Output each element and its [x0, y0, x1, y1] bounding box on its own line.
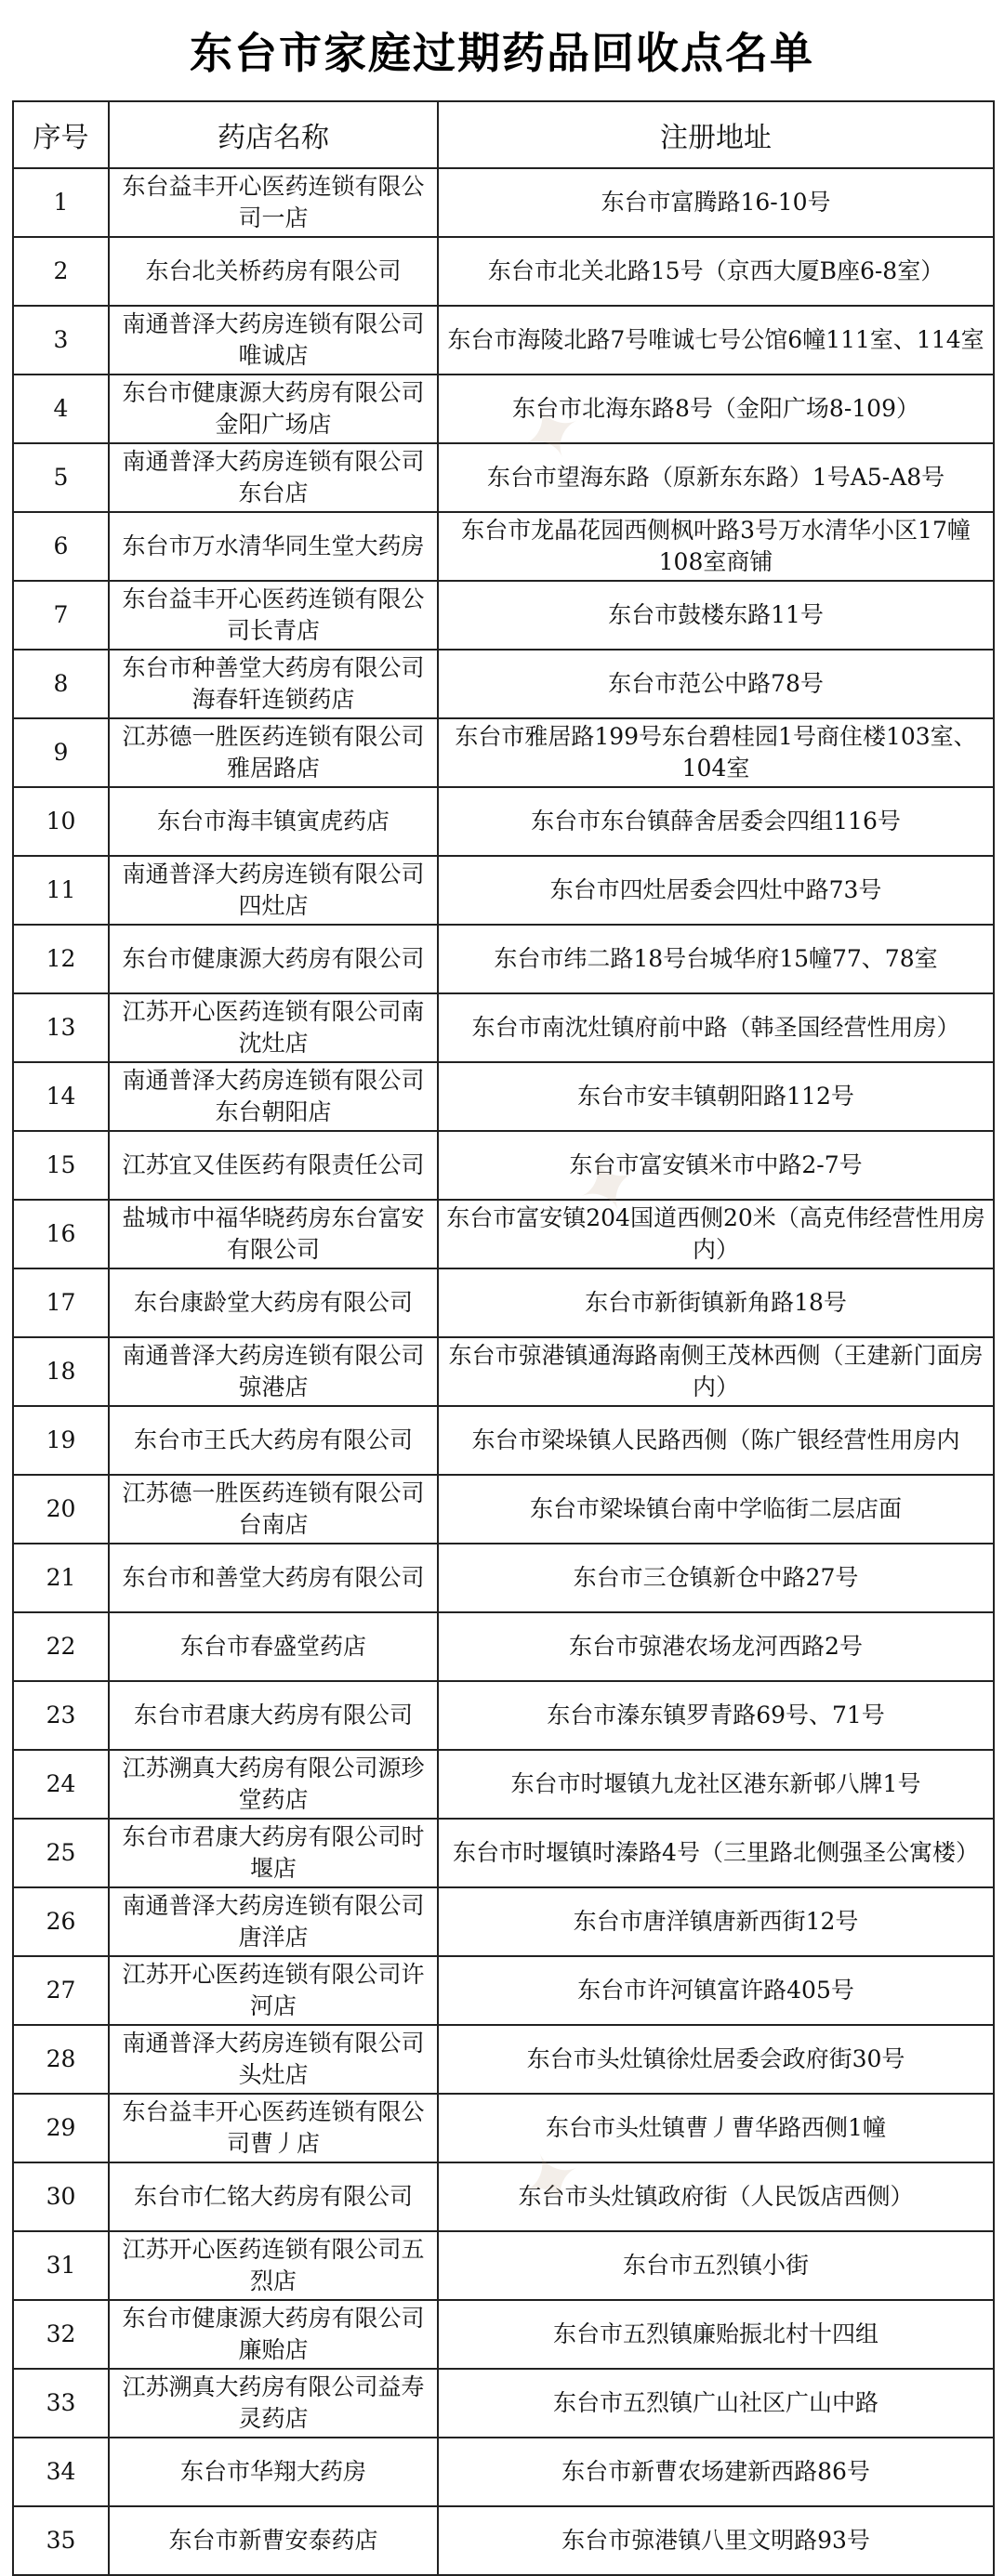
row-number: 16: [13, 1200, 109, 1268]
table-row: [13, 168, 994, 237]
row-number: 28: [13, 2025, 109, 2094]
pharmacy-address: 东台市溱东镇罗青路69号、71号: [438, 1681, 994, 1750]
row-number: 13: [13, 993, 109, 1062]
pharmacy-address: 东台市新街镇新角路18号: [438, 1268, 994, 1337]
pharmacy-address: 东台市海陵北路7号唯诚七号公馆6幢111室、114室: [438, 306, 994, 375]
pharmacy-name: 东台益丰开心医药连锁有限公司长青店: [109, 581, 438, 650]
pharmacy-name: 南通普泽大药房连锁有限公司头灶店: [109, 2025, 438, 2094]
table-row: [13, 993, 994, 1062]
pharmacy-name: 江苏宜又佳医药有限责任公司: [109, 1131, 438, 1200]
pharmacy-name: 江苏开心医药连锁有限公司南沈灶店: [109, 993, 438, 1062]
pharmacy-name: 东台市新曹安泰药店: [109, 2506, 438, 2575]
table-row: [13, 512, 994, 581]
row-number: 27: [13, 1956, 109, 2025]
row-number: 22: [13, 1612, 109, 1681]
row-number: 1: [13, 168, 109, 237]
pharmacy-address: 东台市许河镇富许路405号: [438, 1956, 994, 2025]
table-row: [13, 237, 994, 306]
pharmacy-name: 南通普泽大药房连锁有限公司四灶店: [109, 856, 438, 925]
row-number: 3: [13, 306, 109, 375]
pharmacy-address: 东台市范公中路78号: [438, 650, 994, 718]
row-number: 6: [13, 512, 109, 581]
pharmacy-address: 东台市雅居路199号东台碧桂园1号商住楼103室、104室: [438, 718, 994, 787]
row-number: 12: [13, 925, 109, 993]
pharmacy-name: 南通普泽大药房连锁有限公司东台朝阳店: [109, 1062, 438, 1131]
pharmacy-name: 东台益丰开心医药连锁有限公司曹丿店: [109, 2094, 438, 2162]
table-row: [13, 2094, 994, 2162]
table-row: [13, 1131, 994, 1200]
row-number: 20: [13, 1475, 109, 1544]
table-row: [13, 1406, 994, 1475]
table-row: [13, 856, 994, 925]
row-number: 11: [13, 856, 109, 925]
table-row: [13, 2300, 994, 2369]
pharmacy-name: 东台北关桥药房有限公司: [109, 237, 438, 306]
row-number: 34: [13, 2438, 109, 2506]
table-row: [13, 1750, 994, 1819]
pharmacy-name: 东台市健康源大药房有限公司廉贻店: [109, 2300, 438, 2369]
row-number: 29: [13, 2094, 109, 2162]
pharmacy-name: 东台康龄堂大药房有限公司: [109, 1268, 438, 1337]
table-row: [13, 2369, 994, 2438]
pharmacy-address: 东台市头灶镇曹丿曹华路西侧1幢: [438, 2094, 994, 2162]
pharmacy-name: 江苏德一胜医药连锁有限公司台南店: [109, 1475, 438, 1544]
pharmacy-address: 东台市龙晶花园西侧枫叶路3号万水清华小区17幢108室商铺: [438, 512, 994, 581]
pharmacy-name: 东台市君康大药房有限公司: [109, 1681, 438, 1750]
pharmacy-name: 东台益丰开心医药连锁有限公司一店: [109, 168, 438, 237]
pharmacy-address: 东台市五烈镇广山社区广山中路: [438, 2369, 994, 2438]
pharmacy-address: 东台市头灶镇政府街（人民饭店西侧）: [438, 2162, 994, 2231]
pharmacy-name: 南通普泽大药房连锁有限公司唯诚店: [109, 306, 438, 375]
pharmacy-address: 东台市南沈灶镇府前中路（韩圣国经营性用房）: [438, 993, 994, 1062]
row-number: 23: [13, 1681, 109, 1750]
table-row: [13, 1612, 994, 1681]
row-number: 25: [13, 1819, 109, 1887]
table-header-row: [13, 101, 994, 168]
table-row: [13, 650, 994, 718]
table-row: [13, 1268, 994, 1337]
pharmacy-address: 东台市新曹农场建新西路86号: [438, 2438, 994, 2506]
pharmacy-name: 南通普泽大药房连锁有限公司东台店: [109, 443, 438, 512]
pharmacy-address: 东台市时堰镇九龙社区港东新邨八牌1号: [438, 1750, 994, 1819]
table-row: [13, 718, 994, 787]
pharmacy-address: 东台市唐洋镇唐新西街12号: [438, 1887, 994, 1956]
row-number: 21: [13, 1544, 109, 1612]
row-number: 9: [13, 718, 109, 787]
pharmacy-name: 南通普泽大药房连锁有限公司唐洋店: [109, 1887, 438, 1956]
table-row: [13, 1887, 994, 1956]
table-row: [13, 1956, 994, 2025]
pharmacy-address: 东台市望海东路（原新东东路）1号A5-A8号: [438, 443, 994, 512]
pharmacy-table: [12, 100, 995, 2576]
pharmacy-name: 江苏开心医药连锁有限公司五烈店: [109, 2231, 438, 2300]
row-number: 5: [13, 443, 109, 512]
pharmacy-address: 东台市四灶居委会四灶中路73号: [438, 856, 994, 925]
pharmacy-name: 东台市君康大药房有限公司时堰店: [109, 1819, 438, 1887]
table-row: [13, 925, 994, 993]
pharmacy-address: 东台市安丰镇朝阳路112号: [438, 1062, 994, 1131]
pharmacy-address: 东台市梁垛镇人民路西侧（陈广银经营性用房内: [438, 1406, 994, 1475]
pharmacy-name: 东台市海丰镇寅虎药店: [109, 787, 438, 856]
table-row: [13, 1337, 994, 1406]
table-row: [13, 1062, 994, 1131]
pharmacy-address: 东台市纬二路18号台城华府15幢77、78室: [438, 925, 994, 993]
pharmacy-name: 东台市种善堂大药房有限公司海春轩连锁药店: [109, 650, 438, 718]
pharmacy-name: 东台市和善堂大药房有限公司: [109, 1544, 438, 1612]
table-row: [13, 1819, 994, 1887]
pharmacy-name: 东台市健康源大药房有限公司: [109, 925, 438, 993]
pharmacy-address: 东台市弶港镇通海路南侧王茂林西侧（王建新门面房内）: [438, 1337, 994, 1406]
table-row: [13, 1475, 994, 1544]
watermark-logo: ✦: [505, 2128, 599, 2233]
pharmacy-address: 东台市北关北路15号（京西大厦B座6-8室）: [438, 237, 994, 306]
table-row: [13, 2231, 994, 2300]
row-number: 35: [13, 2506, 109, 2575]
pharmacy-name: 东台市春盛堂药店: [109, 1612, 438, 1681]
table-row: [13, 581, 994, 650]
row-number: 32: [13, 2300, 109, 2369]
pharmacy-name: 东台市万水清华同生堂大药房: [109, 512, 438, 581]
pharmacy-name: 东台市王氏大药房有限公司: [109, 1406, 438, 1475]
row-number: 7: [13, 581, 109, 650]
pharmacy-address: 东台市时堰镇时溱路4号（三里路北侧强圣公寓楼）: [438, 1819, 994, 1887]
pharmacy-name: 江苏德一胜医药连锁有限公司雅居路店: [109, 718, 438, 787]
row-number: 30: [13, 2162, 109, 2231]
table-row: [13, 1200, 994, 1268]
row-number: 19: [13, 1406, 109, 1475]
row-number: 24: [13, 1750, 109, 1819]
header-name: 药店名称: [109, 101, 438, 168]
pharmacy-name: 江苏溯真大药房有限公司益寿灵药店: [109, 2369, 438, 2438]
pharmacy-name: 盐城市中福华晓药房东台富安有限公司: [109, 1200, 438, 1268]
pharmacy-name: 东台市健康源大药房有限公司金阳广场店: [109, 375, 438, 443]
pharmacy-address: 东台市东台镇薛舍居委会四组116号: [438, 787, 994, 856]
row-number: 2: [13, 237, 109, 306]
pharmacy-address: 东台市三仓镇新仓中路27号: [438, 1544, 994, 1612]
table-row: [13, 306, 994, 375]
pharmacy-name: 东台市华翔大药房: [109, 2438, 438, 2506]
row-number: 18: [13, 1337, 109, 1406]
pharmacy-address: 东台市鼓楼东路11号: [438, 581, 994, 650]
pharmacy-name: 江苏溯真大药房有限公司源珍堂药店: [109, 1750, 438, 1819]
pharmacy-address: 东台市弶港农场龙河西路2号: [438, 1612, 994, 1681]
header-no: 序号: [13, 101, 109, 168]
row-number: 14: [13, 1062, 109, 1131]
table-row: [13, 375, 994, 443]
pharmacy-address: 东台市头灶镇徐灶居委会政府街30号: [438, 2025, 994, 2094]
pharmacy-address: 东台市富安镇米市中路2-7号: [438, 1131, 994, 1200]
pharmacy-address: 东台市富腾路16-10号: [438, 168, 994, 237]
row-number: 17: [13, 1268, 109, 1337]
pharmacy-address: 东台市五烈镇小街: [438, 2231, 994, 2300]
row-number: 15: [13, 1131, 109, 1200]
header-addr: 注册地址: [438, 101, 994, 168]
pharmacy-address: 东台市五烈镇廉贻振北村十四组: [438, 2300, 994, 2369]
page-title: 东台市家庭过期药品回收点名单: [190, 28, 814, 78]
table-row: [13, 2506, 994, 2575]
watermark-logo: ✦: [561, 1134, 654, 1239]
table-row: [13, 2438, 994, 2506]
table-row: [13, 787, 994, 856]
row-number: 8: [13, 650, 109, 718]
table-row: [13, 443, 994, 512]
row-number: 33: [13, 2369, 109, 2438]
pharmacy-name: 南通普泽大药房连锁有限公司弶港店: [109, 1337, 438, 1406]
row-number: 31: [13, 2231, 109, 2300]
pharmacy-address: 东台市富安镇204国道西侧20米（高克伟经营性用房内）: [438, 1200, 994, 1268]
row-number: 10: [13, 787, 109, 856]
pharmacy-address: 东台市梁垛镇台南中学临街二层店面: [438, 1475, 994, 1544]
pharmacy-name: 东台市仁铭大药房有限公司: [109, 2162, 438, 2231]
table-row: [13, 2162, 994, 2231]
table-row: [13, 1681, 994, 1750]
watermark-logo: ✦: [505, 381, 599, 486]
row-number: 26: [13, 1887, 109, 1956]
row-number: 4: [13, 375, 109, 443]
table-row: [13, 2025, 994, 2094]
table-row: [13, 1544, 994, 1612]
pharmacy-address: 东台市北海东路8号（金阳广场8-109）: [438, 375, 994, 443]
pharmacy-address: 东台市弶港镇八里文明路93号: [438, 2506, 994, 2575]
pharmacy-name: 江苏开心医药连锁有限公司许河店: [109, 1956, 438, 2025]
